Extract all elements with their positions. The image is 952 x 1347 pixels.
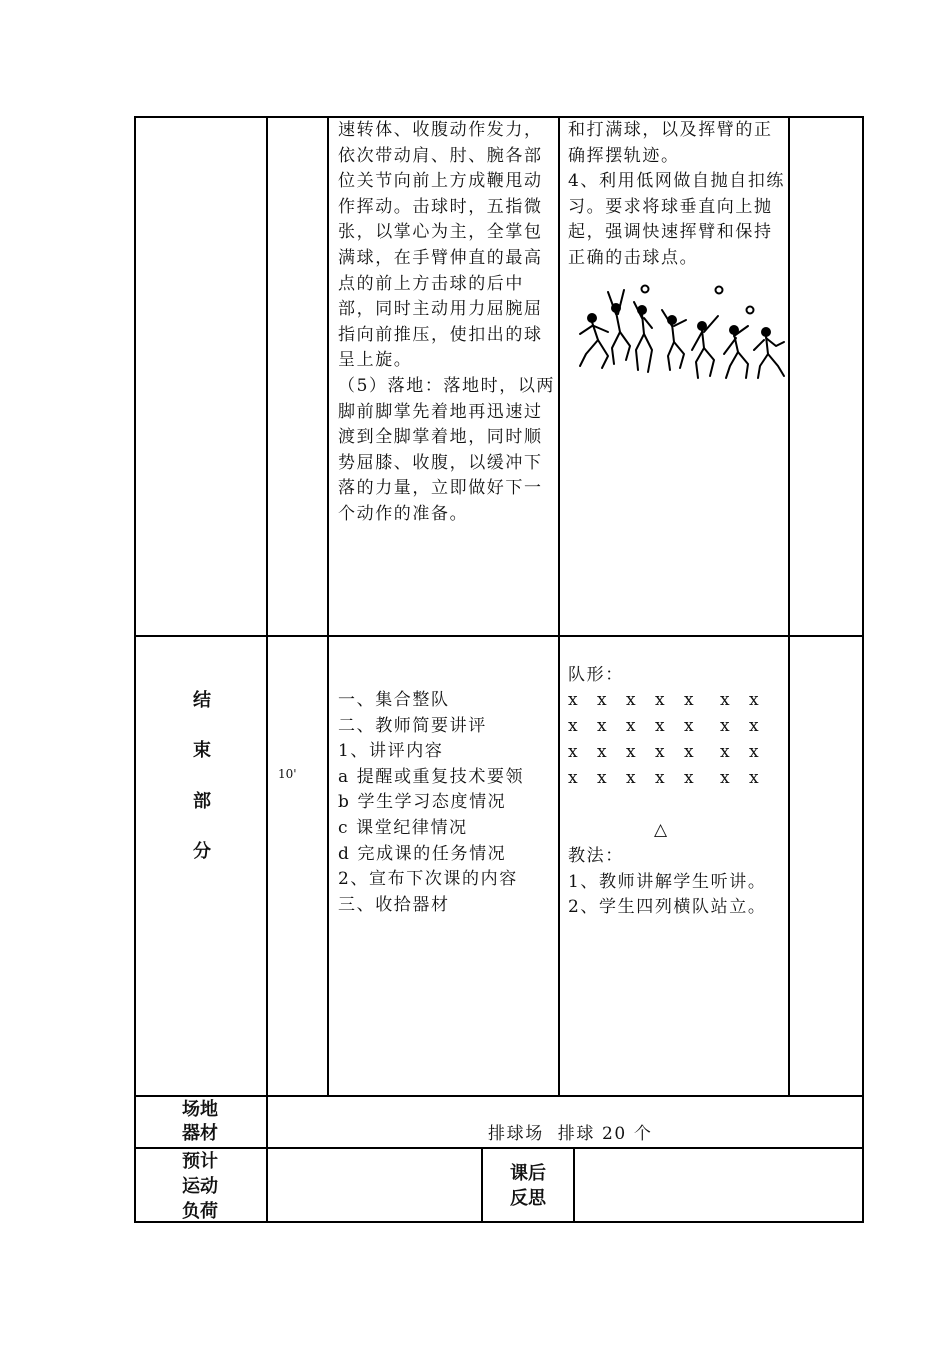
- text-line: 呈上旋。: [338, 350, 413, 371]
- student-mark: x: [720, 742, 730, 762]
- venue-label: [134, 1098, 266, 1146]
- player-figure-icon: [662, 310, 686, 370]
- ball-icon: [747, 307, 754, 314]
- student-mark: x: [597, 742, 607, 762]
- text-line: 正确的击球点。: [568, 247, 699, 268]
- student-mark: x: [655, 768, 665, 788]
- student-mark: x: [568, 768, 578, 788]
- section-label-char: 结: [193, 690, 211, 711]
- student-mark: x: [597, 690, 607, 710]
- student-mark: x: [655, 690, 665, 710]
- student-mark: x: [568, 742, 578, 762]
- formation-title: 队形：: [568, 665, 624, 685]
- student-mark: x: [720, 690, 730, 710]
- ball-icon: [642, 286, 649, 293]
- text-line: 作挥动。击球时，五指微: [338, 196, 543, 217]
- text-line: 二、教师简要讲评: [338, 715, 487, 736]
- player-figure-icon: [634, 302, 652, 372]
- student-mark: x: [749, 742, 759, 762]
- col-divider-reflection-right: [573, 1147, 575, 1223]
- formation-row: [568, 740, 778, 766]
- text-line: 2、宣布下次课的内容: [338, 869, 518, 890]
- student-mark: x: [597, 716, 607, 736]
- col-divider-label: [266, 116, 268, 1223]
- section-time: 10': [278, 767, 297, 781]
- load-label-line: 运动: [182, 1176, 218, 1197]
- spike-technique-text: [338, 118, 555, 528]
- text-line: 个动作的准备。: [338, 503, 469, 524]
- player-figure-icon: [580, 314, 608, 368]
- exercise-load-label: [134, 1149, 266, 1224]
- venue-label-line: 场地: [182, 1099, 218, 1120]
- ball-icon: [716, 287, 723, 294]
- text-line: 1、教师讲解学生听讲。: [568, 871, 767, 892]
- student-mark: x: [597, 768, 607, 788]
- student-mark: x: [720, 768, 730, 788]
- student-mark: x: [749, 716, 759, 736]
- load-label-line: 预计: [182, 1151, 218, 1172]
- student-mark: x: [684, 742, 694, 762]
- student-mark: x: [568, 690, 578, 710]
- student-mark: x: [626, 768, 636, 788]
- venue-value: 排球场 排球 20 个: [488, 1124, 653, 1144]
- section-label-char: 分: [193, 841, 211, 862]
- load-label-line: 负荷: [182, 1201, 218, 1222]
- venue-label-line: 器材: [182, 1123, 218, 1144]
- student-mark: x: [684, 716, 694, 736]
- volleyball-spike-illustration: [574, 280, 788, 382]
- col-divider-content: [558, 116, 560, 1097]
- student-mark: x: [684, 768, 694, 788]
- student-mark: x: [655, 716, 665, 736]
- text-line: 指向前推压，使扣出的球: [338, 324, 543, 345]
- section-label-char: 束: [193, 740, 211, 761]
- text-line: 点的前上方击球的后中: [338, 273, 524, 294]
- text-line: 2、学生四列横队站立。: [568, 897, 767, 918]
- reflection-label-line: 反思: [510, 1188, 546, 1209]
- text-line: 脚前脚掌先着地再迅速过: [338, 401, 543, 422]
- text-line: 速转体、收腹动作发力，: [338, 120, 543, 140]
- text-line: 1、讲评内容: [338, 741, 444, 762]
- text-line: 4、利用低网做自抛自扣练: [568, 171, 786, 192]
- player-figure-icon: [692, 316, 718, 378]
- row-divider-closing: [134, 635, 864, 637]
- text-line: 和打满球，以及挥臂的正: [568, 120, 773, 140]
- closing-content-text: [338, 688, 524, 918]
- text-line: 落的力量，立即做好下一: [338, 478, 543, 499]
- formation-row: [568, 714, 778, 740]
- student-mark: x: [626, 742, 636, 762]
- text-line: a 提醒或重复技术要领: [338, 766, 525, 787]
- student-mark: x: [720, 716, 730, 736]
- student-mark: x: [684, 690, 694, 710]
- text-line: 习。要求将球垂直向上抛: [568, 196, 773, 217]
- reflection-label: [483, 1161, 573, 1211]
- text-line: 张，以掌心为主，全掌包: [338, 222, 543, 243]
- reflection-label-line: 课后: [510, 1163, 546, 1184]
- text-line: 确挥摆轨迹。: [568, 145, 680, 166]
- text-line: 三、收拾器材: [338, 894, 450, 915]
- text-line: d 完成课的任务情况: [338, 843, 507, 864]
- text-line: 位关节向前上方成鞭甩动: [338, 171, 543, 192]
- text-line: 依次带动肩、肘、腕各部: [338, 145, 543, 166]
- student-mark: x: [655, 742, 665, 762]
- teaching-method-text: [568, 844, 766, 921]
- text-line: c 课堂纪律情况: [338, 817, 468, 838]
- text-line: 势屈膝、收腹，以缓冲下: [338, 452, 543, 473]
- student-mark: x: [568, 716, 578, 736]
- student-mark: x: [749, 690, 759, 710]
- practice-method-text: [568, 118, 785, 272]
- text-line: 一、集合整队: [338, 690, 450, 710]
- text-line: 渡到全脚掌着地，同时顺: [338, 427, 543, 448]
- row-divider-venue: [134, 1095, 864, 1097]
- player-figure-icon: [608, 290, 630, 364]
- student-mark: x: [749, 768, 759, 788]
- table-border-right: [862, 116, 864, 1223]
- table-border-left: [134, 116, 136, 1223]
- col-divider-org: [788, 116, 790, 1097]
- text-line: b 学生学习态度情况: [338, 792, 507, 813]
- student-mark: x: [626, 716, 636, 736]
- formation-row: [568, 766, 778, 792]
- text-line: 满球，在手臂伸直的最高: [338, 247, 543, 268]
- formation-grid: [568, 688, 778, 792]
- text-line: （5）落地：落地时，以两: [338, 375, 556, 396]
- player-figure-icon: [754, 328, 784, 378]
- section-label-char: 部: [193, 791, 211, 812]
- text-line: 起，强调快速挥臂和保持: [568, 222, 773, 243]
- teacher-triangle-icon: △: [654, 820, 669, 840]
- col-divider-time: [327, 116, 329, 1097]
- teaching-title: 教法：: [568, 846, 624, 866]
- student-mark: x: [626, 690, 636, 710]
- player-figure-icon: [724, 326, 748, 378]
- text-line: 部，同时主动用力屈腕屈: [338, 299, 543, 320]
- formation-row: [568, 688, 778, 714]
